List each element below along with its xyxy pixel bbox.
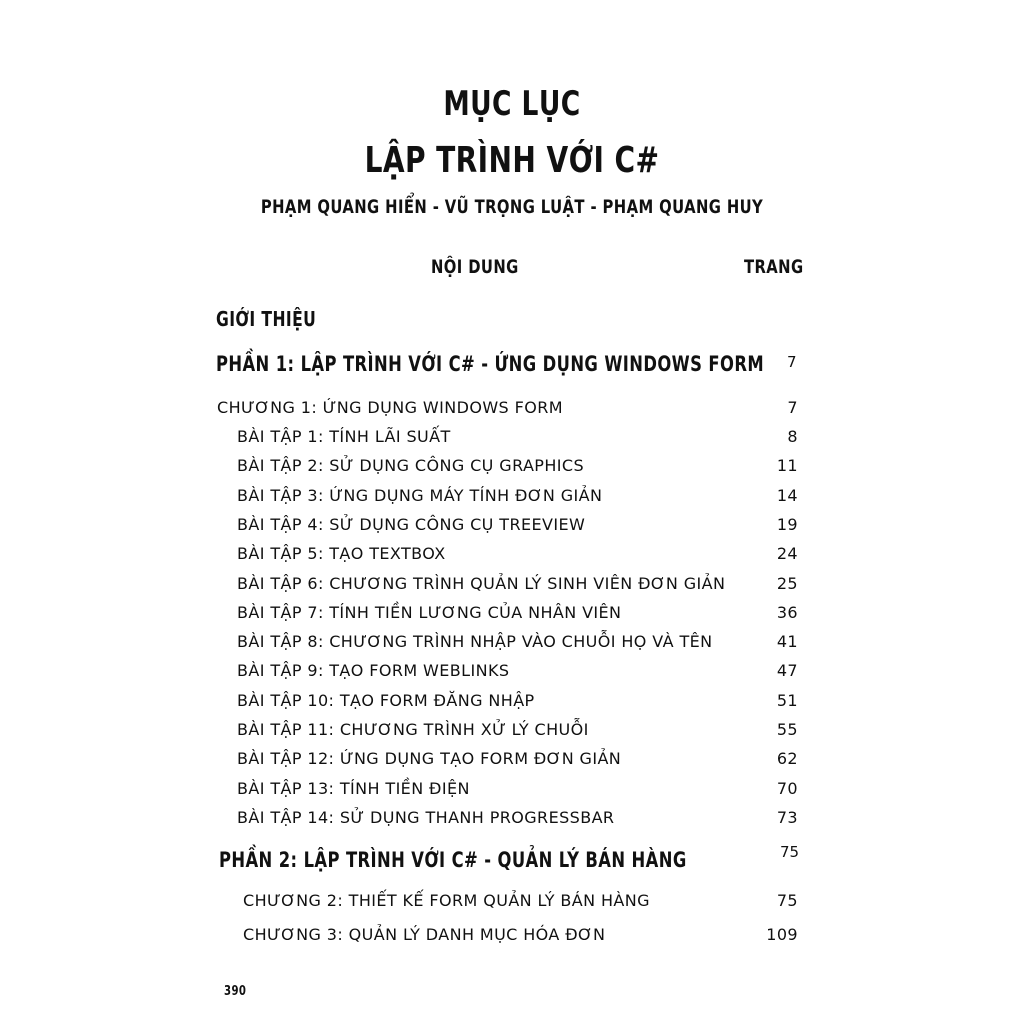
exercise-page: 24 (776, 544, 798, 564)
exercise-page: 51 (776, 690, 798, 710)
exercise-label: BÀI TẬP 7: TÍNH TIỀN LƯƠNG CỦA NHÂN VIÊN (237, 602, 622, 622)
chapter-2-row (0, 891, 1024, 917)
exercise-page: 8 (787, 427, 798, 446)
exercise-page: 41 (776, 632, 798, 652)
footer-page-number: 390 (224, 984, 247, 999)
chapter-3-row (0, 925, 1024, 951)
exercise-page: 73 (776, 807, 798, 827)
exercise-row (0, 779, 1024, 805)
exercise-label: BÀI TẬP 8: CHƯƠNG TRÌNH NHẬP VÀO CHUỖI HỌ VÀ TÊN (237, 632, 713, 652)
exercise-label: BÀI TẬP 10: TẠO FORM ĐĂNG NHẬP (237, 690, 535, 710)
part-2-heading: PHẦN 2: LẬP TRÌNH VỚI C# - QUẢN LÝ BÁN HÀNG (219, 848, 687, 872)
exercise-row (0, 427, 1024, 453)
exercise-label: BÀI TẬP 4: SỬ DỤNG CÔNG CỤ TREEVIEW (237, 514, 586, 534)
chapter-1-label: CHƯƠNG 1: ỨNG DỤNG WINDOWS FORM (217, 398, 563, 417)
exercise-row (0, 720, 1024, 746)
exercise-page: 55 (776, 720, 798, 739)
exercise-page: 14 (776, 485, 798, 505)
chapter-2-page: 75 (776, 891, 798, 910)
exercise-label: BÀI TẬP 5: TẠO TEXTBOX (237, 544, 446, 564)
exercise-label: BÀI TẬP 3: ỨNG DỤNG MÁY TÍNH ĐƠN GIẢN (237, 485, 603, 505)
exercise-label: BÀI TẬP 14: SỬ DỤNG THANH PROGRESSBAR (237, 807, 615, 827)
exercise-row (0, 515, 1024, 541)
exercise-label: BÀI TẬP 13: TÍNH TIỀN ĐIỆN (237, 778, 470, 798)
exercise-row (0, 574, 1024, 600)
exercise-page: 62 (776, 749, 798, 769)
exercise-label: BÀI TẬP 11: CHƯƠNG TRÌNH XỬ LÝ CHUỖI (237, 720, 589, 739)
chapter-3-page: 109 (766, 925, 798, 944)
exercise-label: BÀI TẬP 6: CHƯƠNG TRÌNH QUẢN LÝ SINH VIÊN ĐƠN GIẢN (237, 573, 726, 593)
exercise-page: 36 (776, 602, 798, 622)
exercise-label: BÀI TẬP 12: ỨNG DỤNG TẠO FORM ĐƠN GIẢN (237, 749, 622, 769)
exercise-page: 47 (776, 661, 798, 681)
part-1-heading: PHẦN 1: LẬP TRÌNH VỚI C# - ỨNG DỤNG WINDOWS FORM (216, 352, 765, 376)
exercise-row (0, 456, 1024, 482)
chapter-3-label: CHƯƠNG 3: QUẢN LÝ DANH MỤC HÓA ĐƠN (243, 925, 606, 944)
part-2-page: 75 (780, 843, 800, 861)
exercise-page: 70 (776, 778, 798, 798)
part-1-page: 7 (787, 353, 797, 371)
exercise-page: 11 (776, 456, 798, 476)
page-title: MỤC LỤC (443, 84, 581, 124)
authors-line: PHẠM QUANG HIỂN - VŨ TRỌNG LUẬT - PHẠM QUANG HUY (260, 196, 764, 218)
chapter-1-row (0, 398, 1024, 424)
exercise-row (0, 544, 1024, 570)
exercise-label: BÀI TẬP 1: TÍNH LÃI SUẤT (237, 427, 451, 446)
column-header-page: TRANG (744, 256, 804, 278)
chapter-2-label: CHƯƠNG 2: THIẾT KẾ FORM QUẢN LÝ BÁN HÀNG (243, 891, 650, 910)
exercise-row (0, 486, 1024, 512)
exercise-row (0, 749, 1024, 775)
exercise-row (0, 661, 1024, 687)
exercise-row (0, 808, 1024, 834)
exercise-page: 19 (776, 514, 798, 534)
exercise-row (0, 632, 1024, 658)
book-title: LẬP TRÌNH VỚI C# (364, 140, 660, 181)
exercise-row (0, 603, 1024, 629)
exercise-label: BÀI TẬP 2: SỬ DỤNG CÔNG CỤ GRAPHICS (237, 456, 585, 476)
column-header-content: NỘI DUNG (431, 256, 519, 278)
exercise-label: BÀI TẬP 9: TẠO FORM WEBLINKS (237, 661, 510, 681)
chapter-1-page: 7 (787, 398, 798, 417)
exercise-row (0, 691, 1024, 717)
exercise-page: 25 (776, 573, 798, 593)
intro-heading: GIỚI THIỆU (216, 307, 317, 331)
